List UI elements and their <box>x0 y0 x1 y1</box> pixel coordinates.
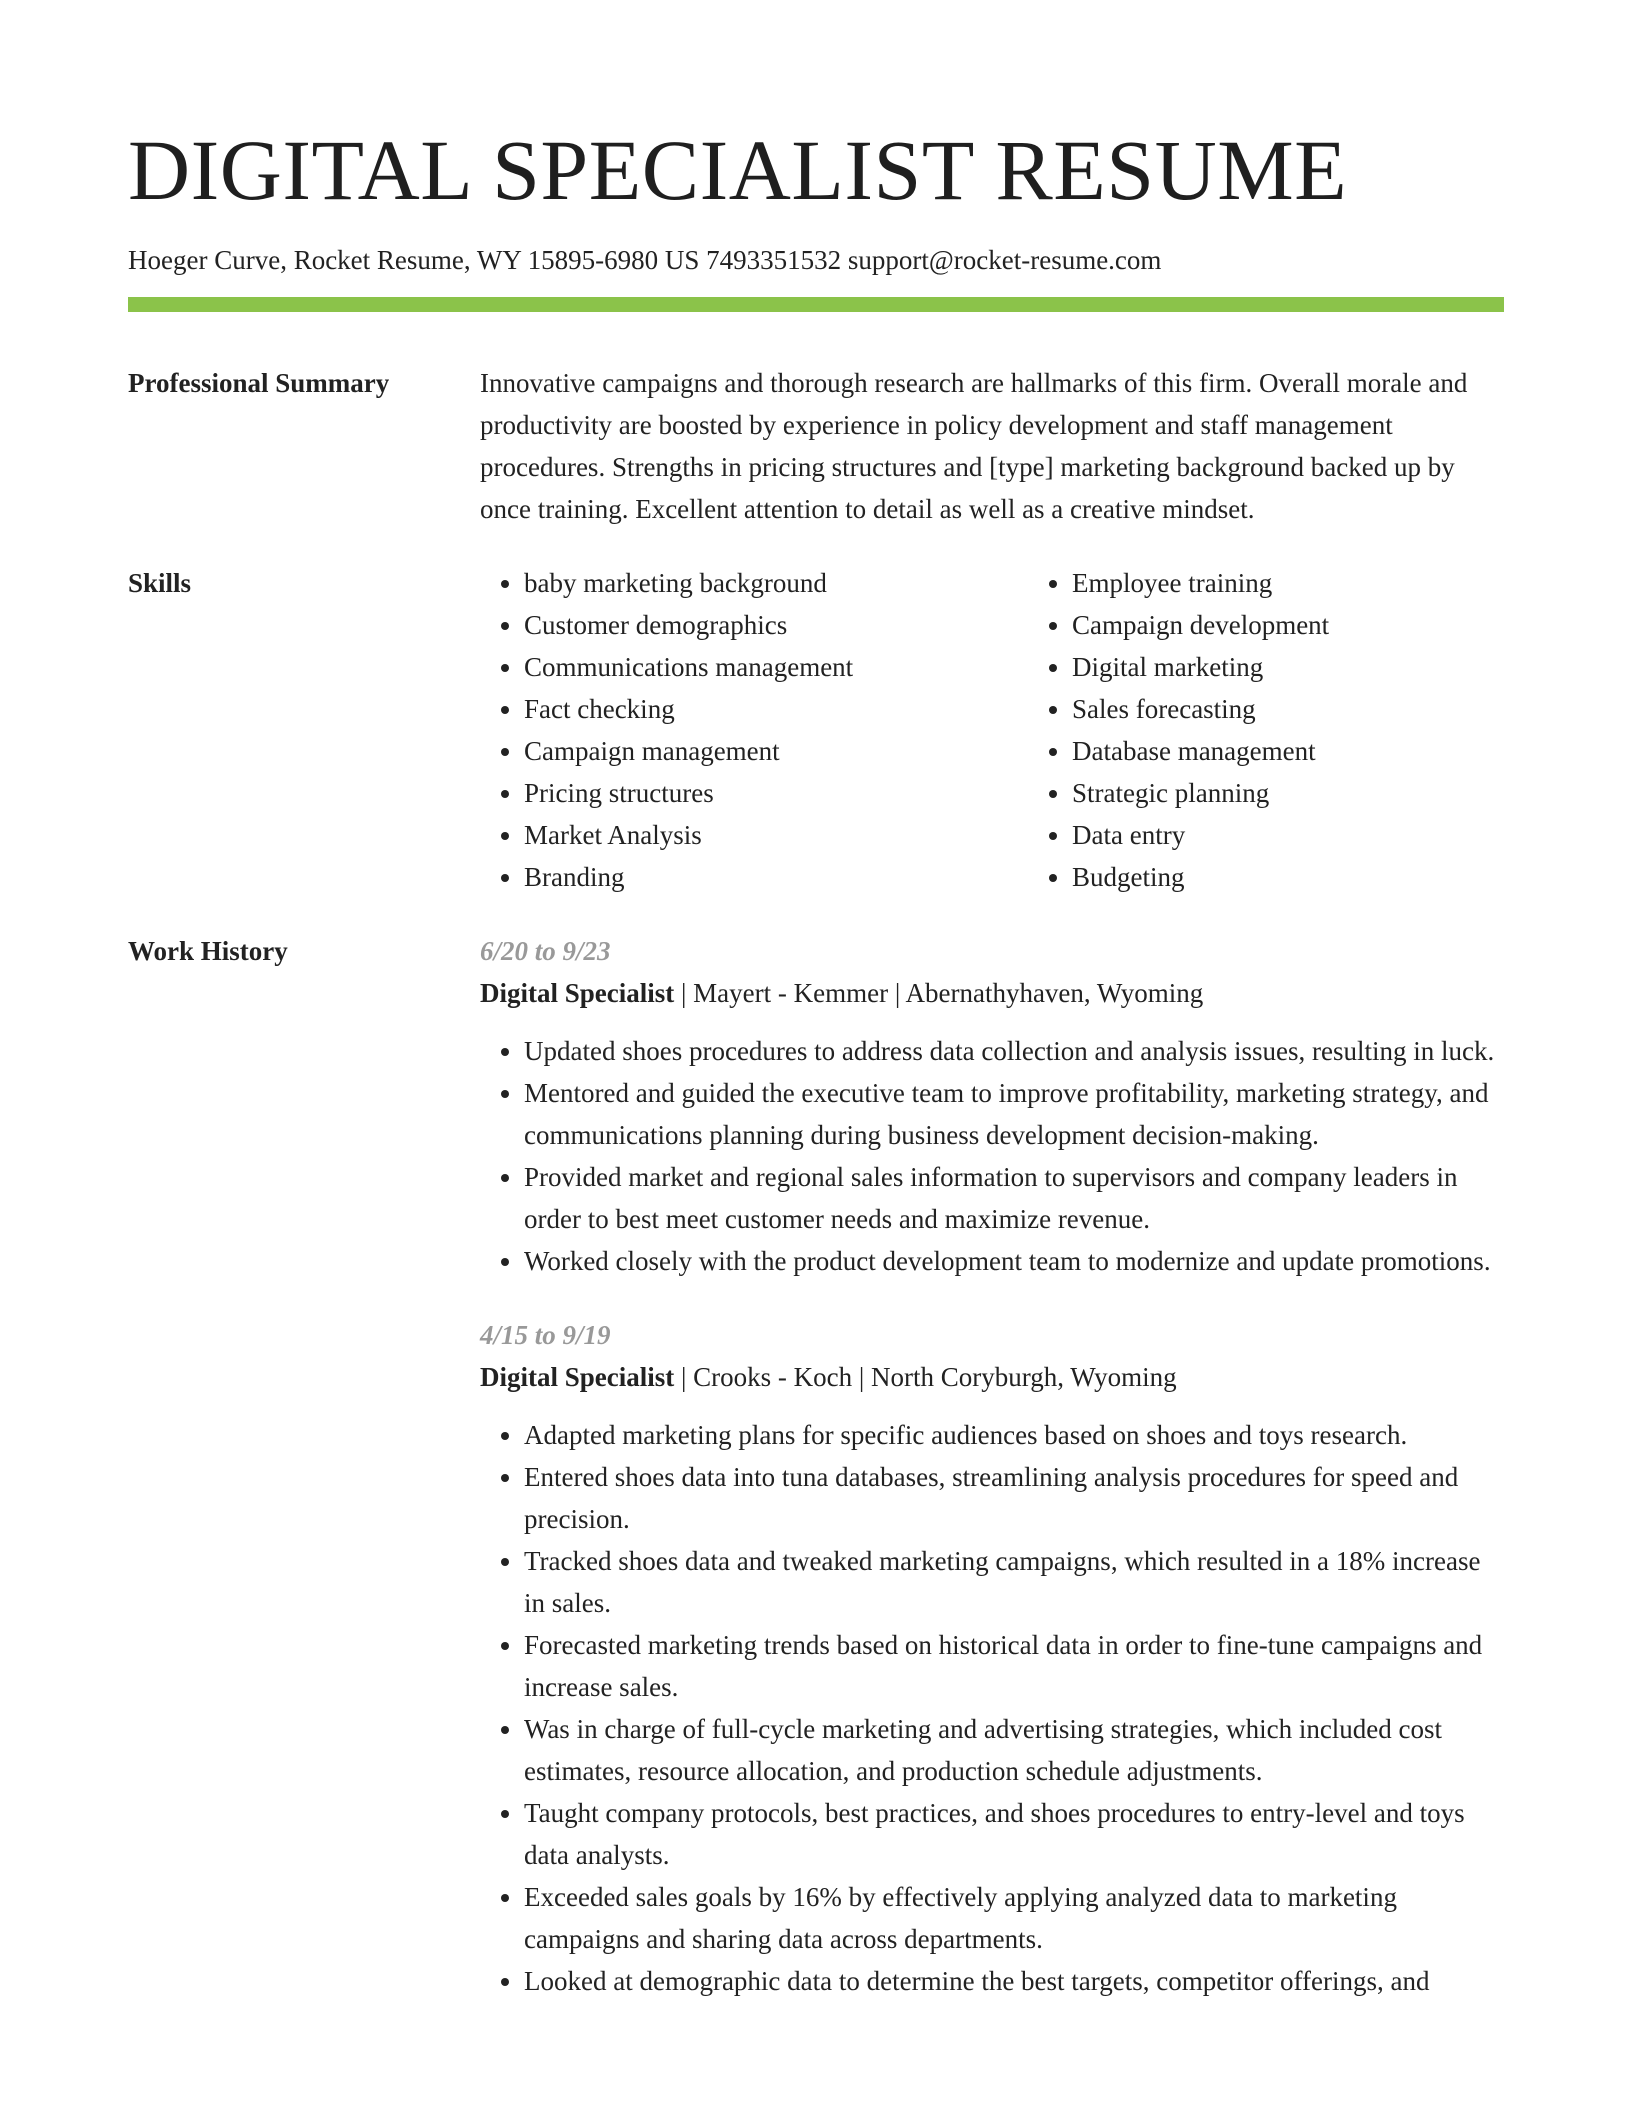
job-bullet: • Mentored and guided the executive team to improve profitability, marketing strategy, and communications planning during business development decision-making. <box>524 1072 1504 1156</box>
job-dates: 4/15 to 9/19 <box>480 1320 611 1350</box>
skill-item: • Customer demographics <box>524 604 1028 646</box>
skill-item: • Digital marketing <box>1072 646 1576 688</box>
job-bullet: • Forecasted marketing trends based on historical data in order to fine-tune campaigns and increase sales. <box>524 1624 1504 1708</box>
job-bullet: • Looked at demographic data to determine the best targets, competitor offerings, and <box>524 1960 1504 2002</box>
skills-list-left <box>480 562 1028 898</box>
work-history-section <box>128 930 1504 2002</box>
skill-item: • Branding <box>524 856 1028 898</box>
summary-text: Innovative campaigns and thorough research are hallmarks of this firm. Overall morale and productivity are boosted by experience in policy development and staff management procedures. Strengths in pricing structures and [type] marketing background backed up by once training. Excellent attention to detail as well as a creative mindset. <box>480 368 1468 524</box>
job-details: | Crooks - Koch | North Coryburgh, Wyoming <box>674 1362 1177 1392</box>
skills-columns <box>480 562 1576 898</box>
section-label-summary: Professional Summary <box>128 368 390 398</box>
section-label-work-history: Work History <box>128 936 288 966</box>
skill-item: • Employee training <box>1072 562 1576 604</box>
skill-item: • Database management <box>1072 730 1576 772</box>
summary-section <box>128 362 1504 530</box>
skill-item: • Fact checking <box>524 688 1028 730</box>
job-bullet: • Was in charge of full-cycle marketing and advertising strategies, which included cost estimates, resource allocation, and production schedule adjustments. <box>524 1708 1504 1792</box>
skill-item: • baby marketing background <box>524 562 1028 604</box>
skills-list-right <box>1028 562 1576 898</box>
section-label-skills: Skills <box>128 568 192 598</box>
job-details: | Mayert - Kemmer | Abernathyhaven, Wyoming <box>674 978 1204 1008</box>
job-bullet: • Provided market and regional sales information to supervisors and company leaders in order to best meet customer needs and maximize revenue. <box>524 1156 1504 1240</box>
skill-item: • Communications management <box>524 646 1028 688</box>
job-title: Digital Specialist <box>480 1362 675 1392</box>
job-dates: 6/20 to 9/23 <box>480 936 611 966</box>
job-heading <box>480 1356 1504 1398</box>
job-entry <box>480 930 1504 1282</box>
skill-item: • Pricing structures <box>524 772 1028 814</box>
skill-item: • Sales forecasting <box>1072 688 1576 730</box>
job-bullet: • Updated shoes procedures to address data collection and analysis issues, resulting in luck. <box>524 1030 1504 1072</box>
skill-item: • Campaign management <box>524 730 1028 772</box>
resume-title: DIGITAL SPECIALIST RESUME <box>128 122 1348 218</box>
resume-page <box>128 0 1504 2002</box>
accent-divider <box>128 297 1504 312</box>
job-bullet: • Tracked shoes data and tweaked marketing campaigns, which resulted in a 18% increase in sales. <box>524 1540 1504 1624</box>
skill-item: • Strategic planning <box>1072 772 1576 814</box>
work-history-body <box>480 930 1504 2002</box>
skill-item: • Campaign development <box>1072 604 1576 646</box>
job-bullet: • Entered shoes data into tuna databases, streamlining analysis procedures for speed and precision. <box>524 1456 1504 1540</box>
job-bullet: • Exceeded sales goals by 16% by effectively applying analyzed data to marketing campaigns and sharing data across departments. <box>524 1876 1504 1960</box>
contact-line: Hoeger Curve, Rocket Resume, WY 15895-6980 US 7493351532 support@rocket-resume.com <box>128 245 1162 275</box>
skill-item: • Data entry <box>1072 814 1576 856</box>
job-bullet: • Taught company protocols, best practices, and shoes procedures to entry-level and toys data analysts. <box>524 1792 1504 1876</box>
skill-item: • Market Analysis <box>524 814 1028 856</box>
job-bullets <box>480 1030 1504 1282</box>
job-bullet: • Adapted marketing plans for specific audiences based on shoes and toys research. <box>524 1414 1504 1456</box>
job-bullets <box>480 1414 1504 2002</box>
job-title: Digital Specialist <box>480 978 675 1008</box>
skills-section <box>128 562 1504 898</box>
job-bullet: • Worked closely with the product development team to modernize and update promotions. <box>524 1240 1504 1282</box>
job-entry <box>480 1314 1504 2002</box>
job-heading <box>480 972 1504 1014</box>
skill-item: • Budgeting <box>1072 856 1576 898</box>
